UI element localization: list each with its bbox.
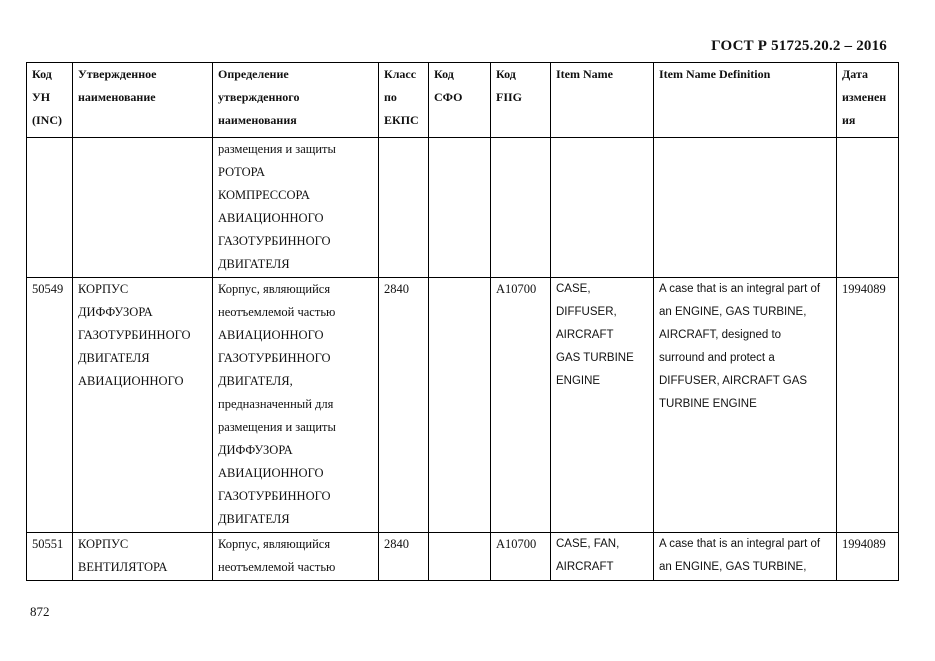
cell-text-line: АВИАЦИОННОГО (218, 211, 324, 225)
table-row (27, 278, 899, 533)
cell-text-line: A case that is an integral part of (659, 538, 821, 550)
item-name-cell (551, 138, 654, 278)
cell-text-line: 50549 (32, 282, 64, 296)
cell-text-line: размещения и защиты (218, 420, 336, 434)
approved-name-cell (73, 278, 213, 533)
table-row (27, 138, 899, 278)
ekps-class-cell (379, 533, 429, 581)
change-date-cell (837, 138, 899, 278)
item-name-cell (551, 278, 654, 533)
header-line: УН (32, 90, 51, 104)
cell-text-line: неотъемлемой частью (218, 305, 336, 319)
table-row (27, 533, 899, 581)
cell-text-line: Корпус, являющийся (218, 282, 331, 296)
cell-text-line: 1994089 (842, 537, 886, 551)
cell-text-line: размещения и защиты (218, 142, 336, 156)
header-line: СФО (434, 90, 463, 104)
cell-text-line: 1994089 (842, 282, 886, 296)
item-name-definition-cell (654, 533, 837, 581)
cell-text-line: AIRCRAFT (556, 561, 614, 573)
cell-text-line: ENGINE (556, 375, 601, 387)
col-header-approved-name (73, 63, 213, 138)
cell-text-line: ГАЗОТУРБИННОГО (218, 234, 331, 248)
cell-text-line: ВЕНТИЛЯТОРА (78, 560, 168, 574)
col-header-change-date (837, 63, 899, 138)
cell-text-line: КОМПРЕССОРА (218, 188, 310, 202)
inc-cell (27, 138, 73, 278)
cell-text-line: КОРПУС (78, 537, 129, 551)
item-name-definition-cell (654, 138, 837, 278)
cell-text-line: ДИФФУЗОРА (218, 443, 293, 457)
header-line: Код (434, 67, 454, 81)
cell-text-line: AIRCRAFT, designed to (659, 329, 782, 341)
table-header-row (27, 63, 899, 138)
cell-text-line: A case that is an integral part of (659, 283, 821, 295)
cell-text-line: DIFFUSER, AIRCRAFT GAS (659, 375, 808, 387)
col-header-ekps-class (379, 63, 429, 138)
inc-cell (27, 278, 73, 533)
cell-text-line: AIRCRAFT (556, 329, 614, 341)
cell-text-line: Корпус, являющийся (218, 537, 331, 551)
cell-text-line: A10700 (496, 282, 537, 296)
header-line: Код (32, 67, 52, 81)
cell-text-line: ДВИГАТЕЛЯ (218, 257, 290, 271)
cell-text-line: ГАЗОТУРБИННОГО (218, 351, 331, 365)
header-line: ЕКПС (384, 113, 419, 127)
cell-text-line: ГАЗОТУРБИННОГО (218, 489, 331, 503)
inc-cell (27, 533, 73, 581)
header-line: Item Name Definition (659, 67, 771, 81)
col-header-sfo-code (429, 63, 491, 138)
cell-text-line: РОТОРА (218, 165, 266, 179)
ekps-class-cell (379, 278, 429, 533)
approved-name-cell (73, 138, 213, 278)
cell-text-line: предназначенный для (218, 397, 334, 411)
header-line: по (384, 90, 397, 104)
definition-cell (213, 533, 379, 581)
fiig-code-cell (491, 278, 551, 533)
approved-name-cell (73, 533, 213, 581)
cell-text-line: surround and protect a (659, 352, 775, 364)
item-name-definition-cell (654, 278, 837, 533)
col-header-definition (213, 63, 379, 138)
cell-text-line: CASE, FAN, (556, 538, 620, 550)
col-header-fiig-code (491, 63, 551, 138)
header-line: Класс (384, 67, 417, 81)
fiig-code-cell (491, 533, 551, 581)
col-header-inc (27, 63, 73, 138)
cell-text-line: КОРПУС (78, 282, 129, 296)
change-date-cell (837, 533, 899, 581)
header-line: изменен (842, 90, 887, 104)
change-date-cell (837, 278, 899, 533)
cell-text-line: неотъемлемой частью (218, 560, 336, 574)
col-header-item-name-definition (654, 63, 837, 138)
header-line: Item Name (556, 67, 613, 81)
cell-text-line: ДВИГАТЕЛЯ (78, 351, 150, 365)
cell-text-line: TURBINE ENGINE (659, 398, 757, 410)
header-line: утвержденного (218, 90, 300, 104)
cell-text-line: 50551 (32, 537, 64, 551)
cell-text-line: an ENGINE, GAS TURBINE, (659, 561, 807, 573)
cell-text-line: A10700 (496, 537, 537, 551)
item-name-cell (551, 533, 654, 581)
header-line: FIIG (496, 90, 523, 104)
header-line: наименования (218, 113, 297, 127)
header-line: Код (496, 67, 516, 81)
cell-text-line: ГАЗОТУРБИННОГО (78, 328, 191, 342)
header-line: ия (842, 113, 856, 127)
cell-text-line: an ENGINE, GAS TURBINE, (659, 306, 807, 318)
document-title: ГОСТ Р 51725.20.2 – 2016 (711, 38, 887, 54)
cell-text-line: ДВИГАТЕЛЯ, (218, 374, 293, 388)
sfo-code-cell (429, 533, 491, 581)
fiig-code-cell (491, 138, 551, 278)
cell-text-line: ДВИГАТЕЛЯ (218, 512, 290, 526)
cell-text-line: 2840 (384, 282, 409, 296)
header-line: Определение (218, 67, 289, 81)
definition-cell (213, 138, 379, 278)
cell-text-line: АВИАЦИОННОГО (218, 466, 324, 480)
cell-text-line: 2840 (384, 537, 409, 551)
item-name-table (26, 62, 899, 581)
cell-text-line: CASE, (556, 283, 591, 295)
sfo-code-cell (429, 278, 491, 533)
ekps-class-cell (379, 138, 429, 278)
col-header-item-name (551, 63, 654, 138)
header-line: наименование (78, 90, 156, 104)
header-line: Утвержденное (78, 67, 157, 81)
page-number: 872 (30, 604, 50, 619)
definition-cell (213, 278, 379, 533)
cell-text-line: DIFFUSER, (556, 306, 617, 318)
sfo-code-cell (429, 138, 491, 278)
cell-text-line: ДИФФУЗОРА (78, 305, 153, 319)
header-line: (INC) (32, 113, 62, 127)
cell-text-line: АВИАЦИОННОГО (78, 374, 184, 388)
header-line: Дата (842, 67, 868, 81)
cell-text-line: АВИАЦИОННОГО (218, 328, 324, 342)
cell-text-line: GAS TURBINE (556, 352, 634, 364)
